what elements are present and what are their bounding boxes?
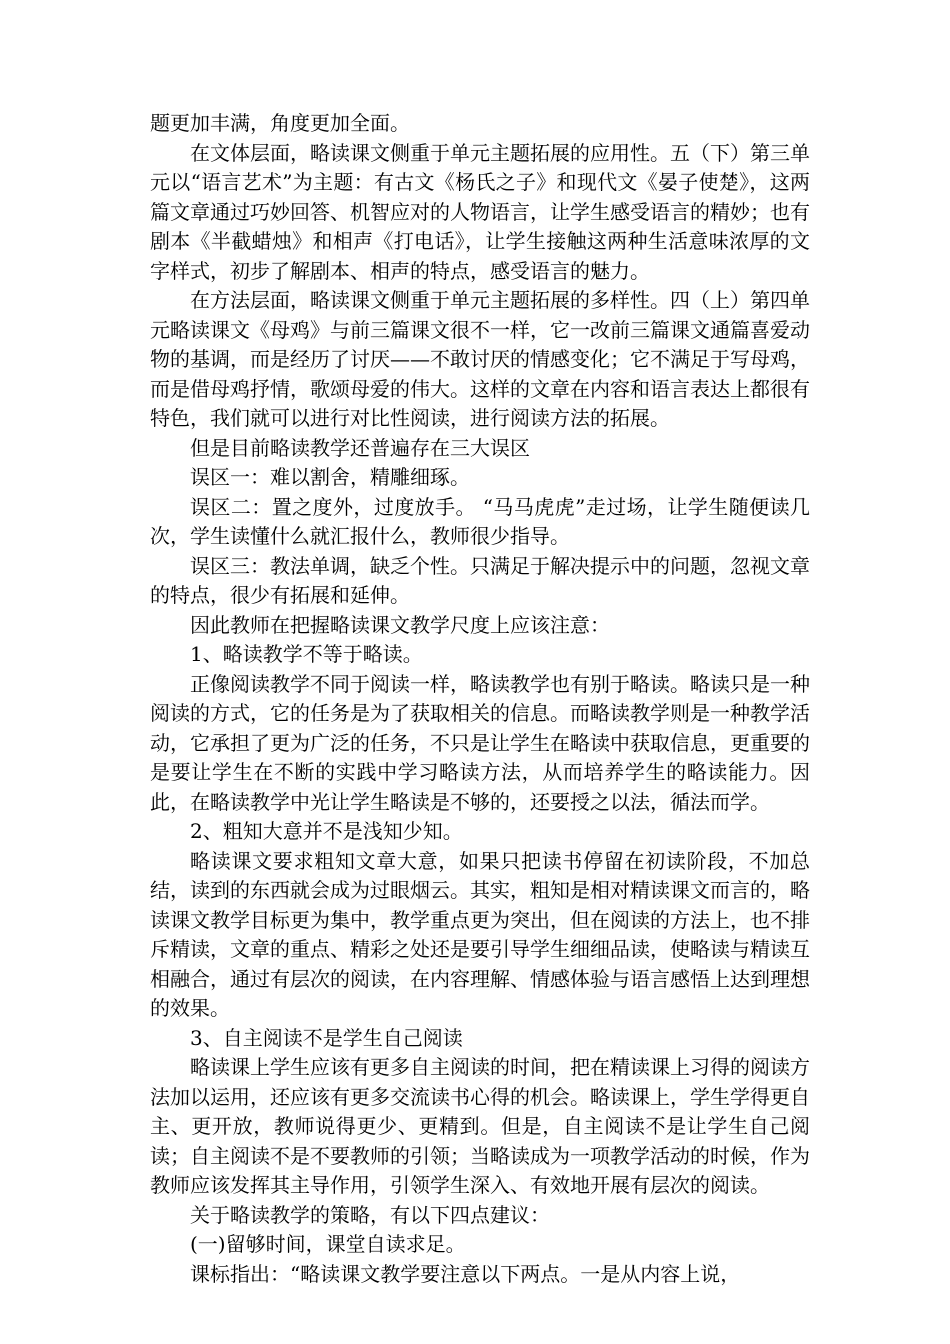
paragraph-method-level: 在方法层面，略读课文侧重于单元主题拓展的多样性。四（上）第四单元略读课文《母鸡》与前三篇课文很不一样，它一改前三篇课文通篇喜爱动物的基调，而是经历了讨厌——不敢讨厌的情感变化；它不满足于写母鸡，而是借母鸡抒情，歌颂母爱的伟大。这样的文章在内容和语言表达上都很有特色，我们就可以进行对比性阅读，进行阅读方法的拓展。 <box>150 288 810 430</box>
heading-point-one: 1、略读教学不等于略读。 <box>190 642 423 666</box>
paragraph-misconception-three: 误区三：教法单调，缺乏个性。只满足于解决提示中的问题，忽视文章的特点，很少有拓展和延伸。 <box>150 553 810 607</box>
paragraph-point-two: 略读课文要求粗知文章大意，如果只把读书停留在初读阶段，不加总结，读到的东西就会成为过眼烟云。其实，粗知是相对精读课文而言的，略读课文教学目标更为集中，教学重点更为突出，但在阅读的方法上，也不排斥精读，文章的重点、精彩之处还是要引导学生细细品读，使略读与精读互相融合，通过有层次的阅读，在内容理解、情感体验与语言感悟上达到理想的效果。 <box>150 848 810 1020</box>
paragraph-attention-intro: 因此教师在把握略读课文教学尺度上应该注意： <box>190 612 610 637</box>
paragraph-continuation: 题更加丰满，角度更加全面。 <box>150 111 410 135</box>
heading-point-three: 3、自主阅读不是学生自己阅读 <box>190 1025 463 1050</box>
paragraph-strategy-intro: 关于略读教学的策略，有以下四点建议： <box>190 1202 550 1227</box>
document-page <box>150 109 810 1289</box>
paragraph-misconception-two: 误区二：置之度外，过度放手。 “马马虎虎”走过场，让学生随便读几次，学生读懂什么就汇报什么，教师很少指导。 <box>150 494 810 548</box>
paragraph-misconceptions-intro: 但是目前略读教学还普遍存在三大误区 <box>190 435 530 460</box>
paragraph-misconception-one: 误区一：难以割舍，精雕细琢。 <box>190 465 470 489</box>
paragraph-curriculum-quote: 课标指出：“略读课文教学要注意以下两点。一是从内容上说， <box>190 1261 741 1286</box>
paragraph-point-three: 略读课上学生应该有更多自主阅读的时间，把在精读课上习得的阅读方法加以运用，还应该有更多交流读书心得的机会。略读课上，学生学得更自主、更开放，教师说得更少、更精到。但是，自主阅读不是让学生自己阅读；自主阅读不是不要教师的引领；当略读成为一项教学活动的时候，作为教师应该发挥其主导作用，引领学生深入、有效地开展有层次的阅读。 <box>150 1055 810 1197</box>
paragraph-point-one: 正像阅读教学不同于阅读一样，略读教学也有别于略读。略读只是一种阅读的方式，它的任务是为了获取相关的信息。而略读教学则是一种教学活动，它承担了更为广泛的任务，不只是让学生在略读中获取信息，更重要的是要让学生在不断的实践中学习略读方法，从而培养学生的略读能力。因此，在略读教学中光让学生略读是不够的，还要授之以法，循法而学。 <box>150 671 810 814</box>
heading-strategy-one: (一)留够时间，课堂自读求足。 <box>190 1232 466 1256</box>
heading-point-two: 2、粗知大意并不是浅知少知。 <box>190 819 463 843</box>
paragraph-genre-level: 在文体层面，略读课文侧重于单元主题拓展的应用性。五（下）第三单元以“语言艺术”为主题：有古文《杨氏之子》和现代文《晏子使楚》，这两篇文章通过巧妙回答、机智应对的人物语言，让学生感受语言的精妙；也有剧本《半截蜡烛》和相声《打电话》，让学生接触这两种生活意味浓厚的文字样式，初步了解剧本、相声的特点，感受语言的魅力。 <box>150 140 810 283</box>
